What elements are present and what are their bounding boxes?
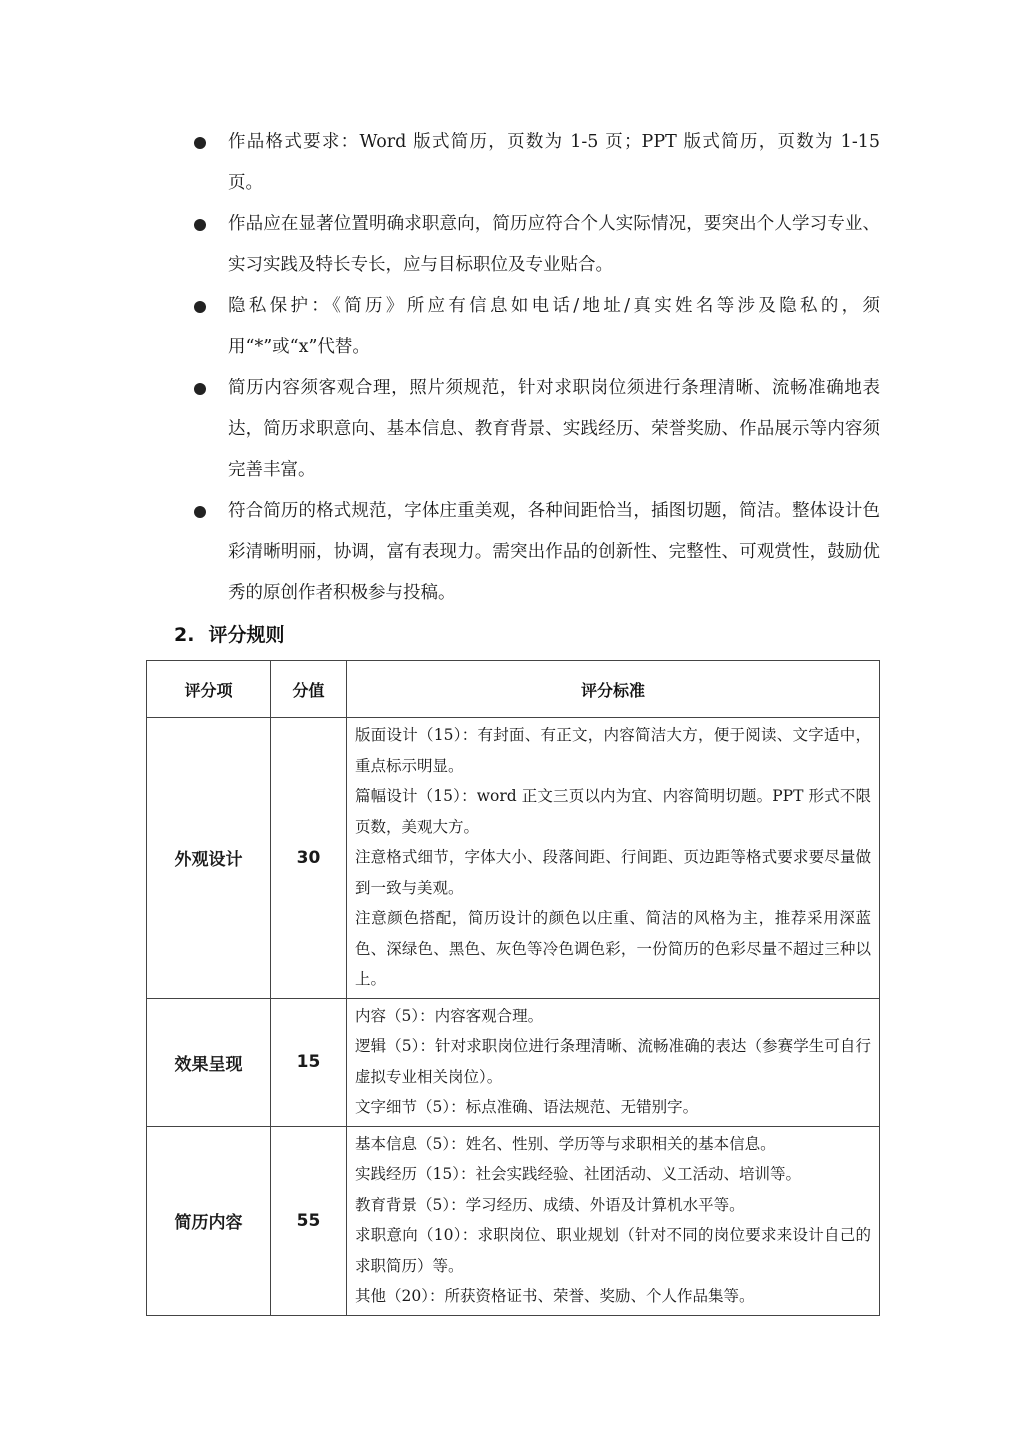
criteria-line: 文字细节（5）：标点准确、语法规范、无错别字。 (355, 1098, 699, 1116)
list-item (190, 368, 880, 491)
item-name: 外观设计 (147, 718, 271, 999)
list-item-text: 作品应在显著位置明确求职意向，简历应符合个人实际情况，要突出个人学习专业、实习实践及特长专长，应与目标职位及专业贴合。 (228, 214, 880, 275)
item-score: 55 (271, 1126, 347, 1315)
section-number: 2. (174, 624, 195, 646)
item-criteria (347, 1126, 880, 1315)
list-item-text: 隐私保护：《简历》所应有信息如电话/地址/真实姓名等涉及隐私的，须用“*”或“x”代替。 (228, 296, 880, 357)
criteria-line: 基本信息（5）：姓名、性别、学历等与求职相关的基本信息。 (355, 1134, 776, 1153)
criteria-line: 教育背景（5）：学习经历、成绩、外语及计算机水平等。 (355, 1195, 745, 1214)
header-score: 分值 (271, 661, 347, 718)
criteria-line: 实践经历（15）：社会实践经验、社团活动、义工活动、培训等。 (355, 1165, 801, 1183)
item-criteria (347, 998, 880, 1126)
header-criteria: 评分标准 (347, 661, 880, 718)
list-item (190, 286, 880, 368)
list-item (190, 122, 880, 204)
list-item-text: 作品格式要求：Word 版式简历，页数为 1-5 页；PPT 版式简历，页数为 1-15 页。 (228, 132, 880, 193)
section-heading (174, 620, 284, 650)
bullet-icon (194, 137, 206, 149)
bullet-icon (194, 219, 206, 231)
section-title: 评分规则 (208, 624, 285, 646)
criteria-line: 篇幅设计（15）：word 正文三页以内为宜、内容简明切题。PPT 形式不限页数，美观大方。 (355, 787, 871, 836)
item-score: 30 (271, 718, 347, 999)
criteria-line: 注意格式细节，字体大小、段落间距、行间距、页边距等格式要求要尽量做到一致与美观。 (355, 848, 871, 897)
table-header-row (147, 661, 880, 718)
table-row (147, 998, 880, 1126)
requirements-list (190, 122, 880, 614)
criteria-line: 注意颜色搭配，简历设计的颜色以庄重、简洁的风格为主，推荐采用深蓝色、深绿色、黑色、灰色等冷色调色彩，一份简历的色彩尽量不超过三种以上。 (355, 909, 871, 988)
scoring-table (146, 660, 880, 1316)
item-name: 效果呈现 (147, 998, 271, 1126)
table-row (147, 718, 880, 999)
criteria-line: 逻辑（5）：针对求职岗位进行条理清晰、流畅准确的表达（参赛学生可自行虚拟专业相关岗位）。 (355, 1037, 871, 1086)
criteria-line: 求职意向（10）：求职岗位、职业规划（针对不同的岗位要求来设计自己的求职简历）等。 (355, 1226, 871, 1275)
bullet-icon (194, 383, 206, 395)
item-score: 15 (271, 998, 347, 1126)
item-criteria (347, 718, 880, 999)
criteria-line: 版面设计（15）：有封面、有正文，内容简洁大方，便于阅读、文字适中，重点标示明显。 (355, 726, 871, 775)
criteria-line: 内容（5）：内容客观合理。 (355, 1006, 544, 1025)
bullet-icon (194, 301, 206, 313)
list-item-text: 简历内容须客观合理，照片须规范，针对求职岗位须进行条理清晰、流畅准确地表达，简历求职意向、基本信息、教育背景、实践经历、荣誉奖励、作品展示等内容须完善丰富。 (228, 378, 880, 480)
item-name: 简历内容 (147, 1126, 271, 1315)
bullet-icon (194, 506, 206, 518)
table-row (147, 1126, 880, 1315)
header-item: 评分项 (147, 661, 271, 718)
list-item (190, 204, 880, 286)
list-item (190, 491, 880, 614)
list-item-text: 符合简历的格式规范，字体庄重美观，各种间距恰当，插图切题，简洁。整体设计色彩清晰明丽，协调，富有表现力。需突出作品的创新性、完整性、可观赏性，鼓励优秀的原创作者积极参与投稿。 (228, 501, 880, 603)
criteria-line: 其他（20）：所获资格证书、荣誉、奖励、个人作品集等。 (355, 1287, 755, 1305)
